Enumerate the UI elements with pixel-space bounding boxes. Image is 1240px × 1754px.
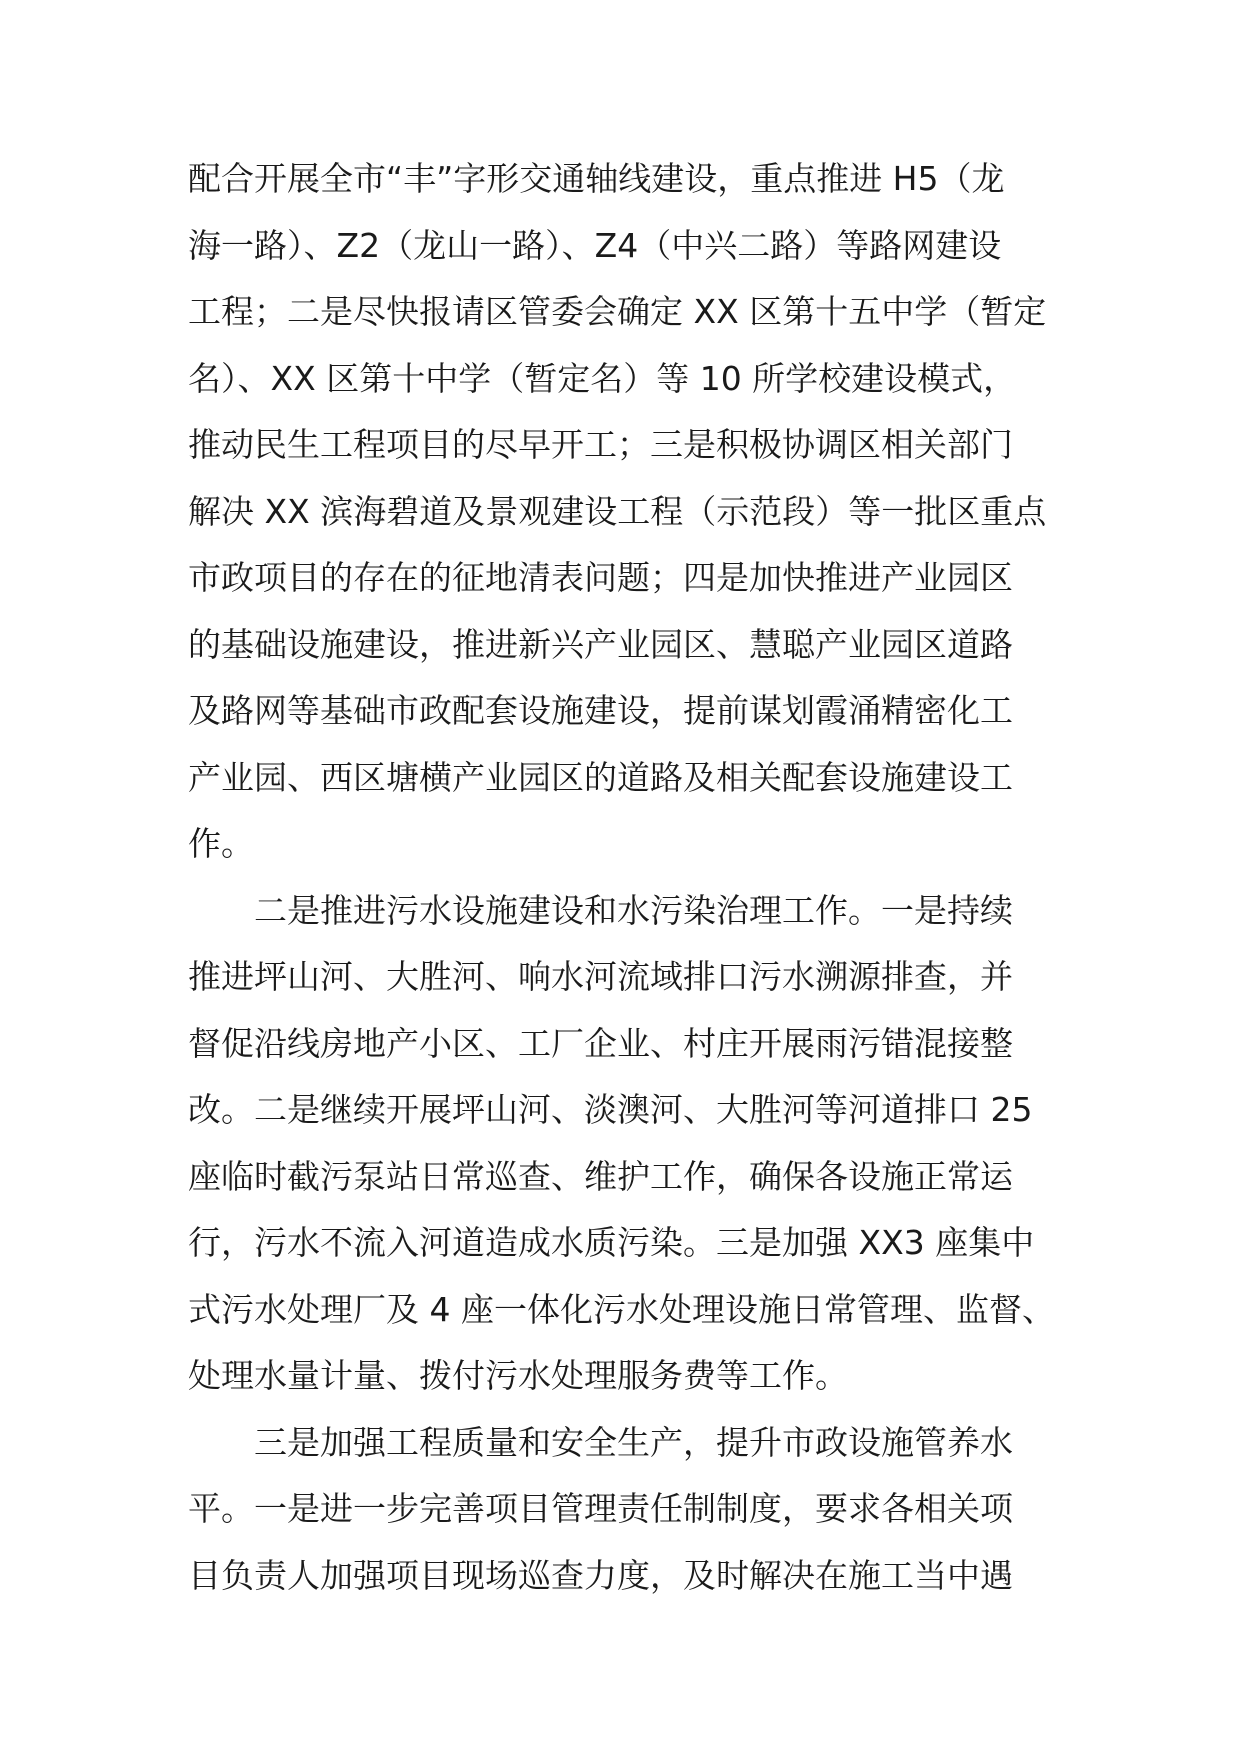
text-line: 推进坪山河、大胜河、响水河流域排口污水溯源排查，并	[188, 957, 1013, 996]
text-line: 式污水处理厂及 4 座一体化污水处理设施日常管理、监督、	[188, 1289, 1055, 1329]
text-line: 海一路）、Z2（龙山一路）、Z4（中兴二路）等路网建设	[188, 225, 1002, 265]
text-line-first: 二是推进污水设施建设和水污染治理工作。一是持续	[254, 890, 1013, 930]
text-line-first: 三是加强工程质量和安全生产，提升市政设施管养水	[254, 1422, 1013, 1462]
text-line: 名）、XX 区第十中学（暂定名）等 10 所学校建设模式，	[188, 358, 1017, 398]
text-line: 改。二是继续开展坪山河、淡澳河、大胜河等河道排口 25	[188, 1090, 1033, 1129]
paragraph-1	[188, 146, 1068, 878]
text-line: 市政项目的存在的征地清表问题；四是加快推进产业园区	[188, 558, 1013, 597]
text-line: 作。	[188, 824, 254, 863]
text-line: 座临时截污泵站日常巡查、维护工作，确保各设施正常运	[188, 1156, 1013, 1196]
text-line: 及路网等基础市政配套设施建设，提前谋划霞涌精密化工	[188, 691, 1013, 730]
text-line: 督促沿线房地产小区、工厂企业、村庄开展雨污错混接整	[188, 1023, 1013, 1063]
text-line: 解决 XX 滨海碧道及景观建设工程（示范段）等一批区重点	[188, 491, 1047, 531]
text-line: 处理水量计量、拨付污水处理服务费等工作。	[188, 1356, 848, 1395]
text-line: 配合开展全市“丰”字形交通轴线建设，重点推进 H5（龙	[188, 159, 1005, 198]
paragraph-2	[188, 878, 1068, 1410]
text-line: 的基础设施建设，推进新兴产业园区、慧聪产业园区道路	[188, 624, 1013, 664]
text-line: 平。一是进一步完善项目管理责任制制度，要求各相关项	[188, 1489, 1013, 1528]
text-line: 目负责人加强项目现场巡查力度，及时解决在施工当中遇	[188, 1555, 1013, 1595]
text-line: 行，污水不流入河道造成水质污染。三是加强 XX3 座集中	[188, 1223, 1035, 1262]
paragraph-3	[188, 1410, 1068, 1610]
text-line: 推动民生工程项目的尽早开工；三是积极协调区相关部门	[188, 425, 1013, 464]
text-line: 工程；二是尽快报请区管委会确定 XX 区第十五中学（暂定	[188, 292, 1047, 331]
document-body	[188, 146, 1068, 1609]
text-line: 产业园、西区塘横产业园区的道路及相关配套设施建设工	[188, 757, 1013, 797]
